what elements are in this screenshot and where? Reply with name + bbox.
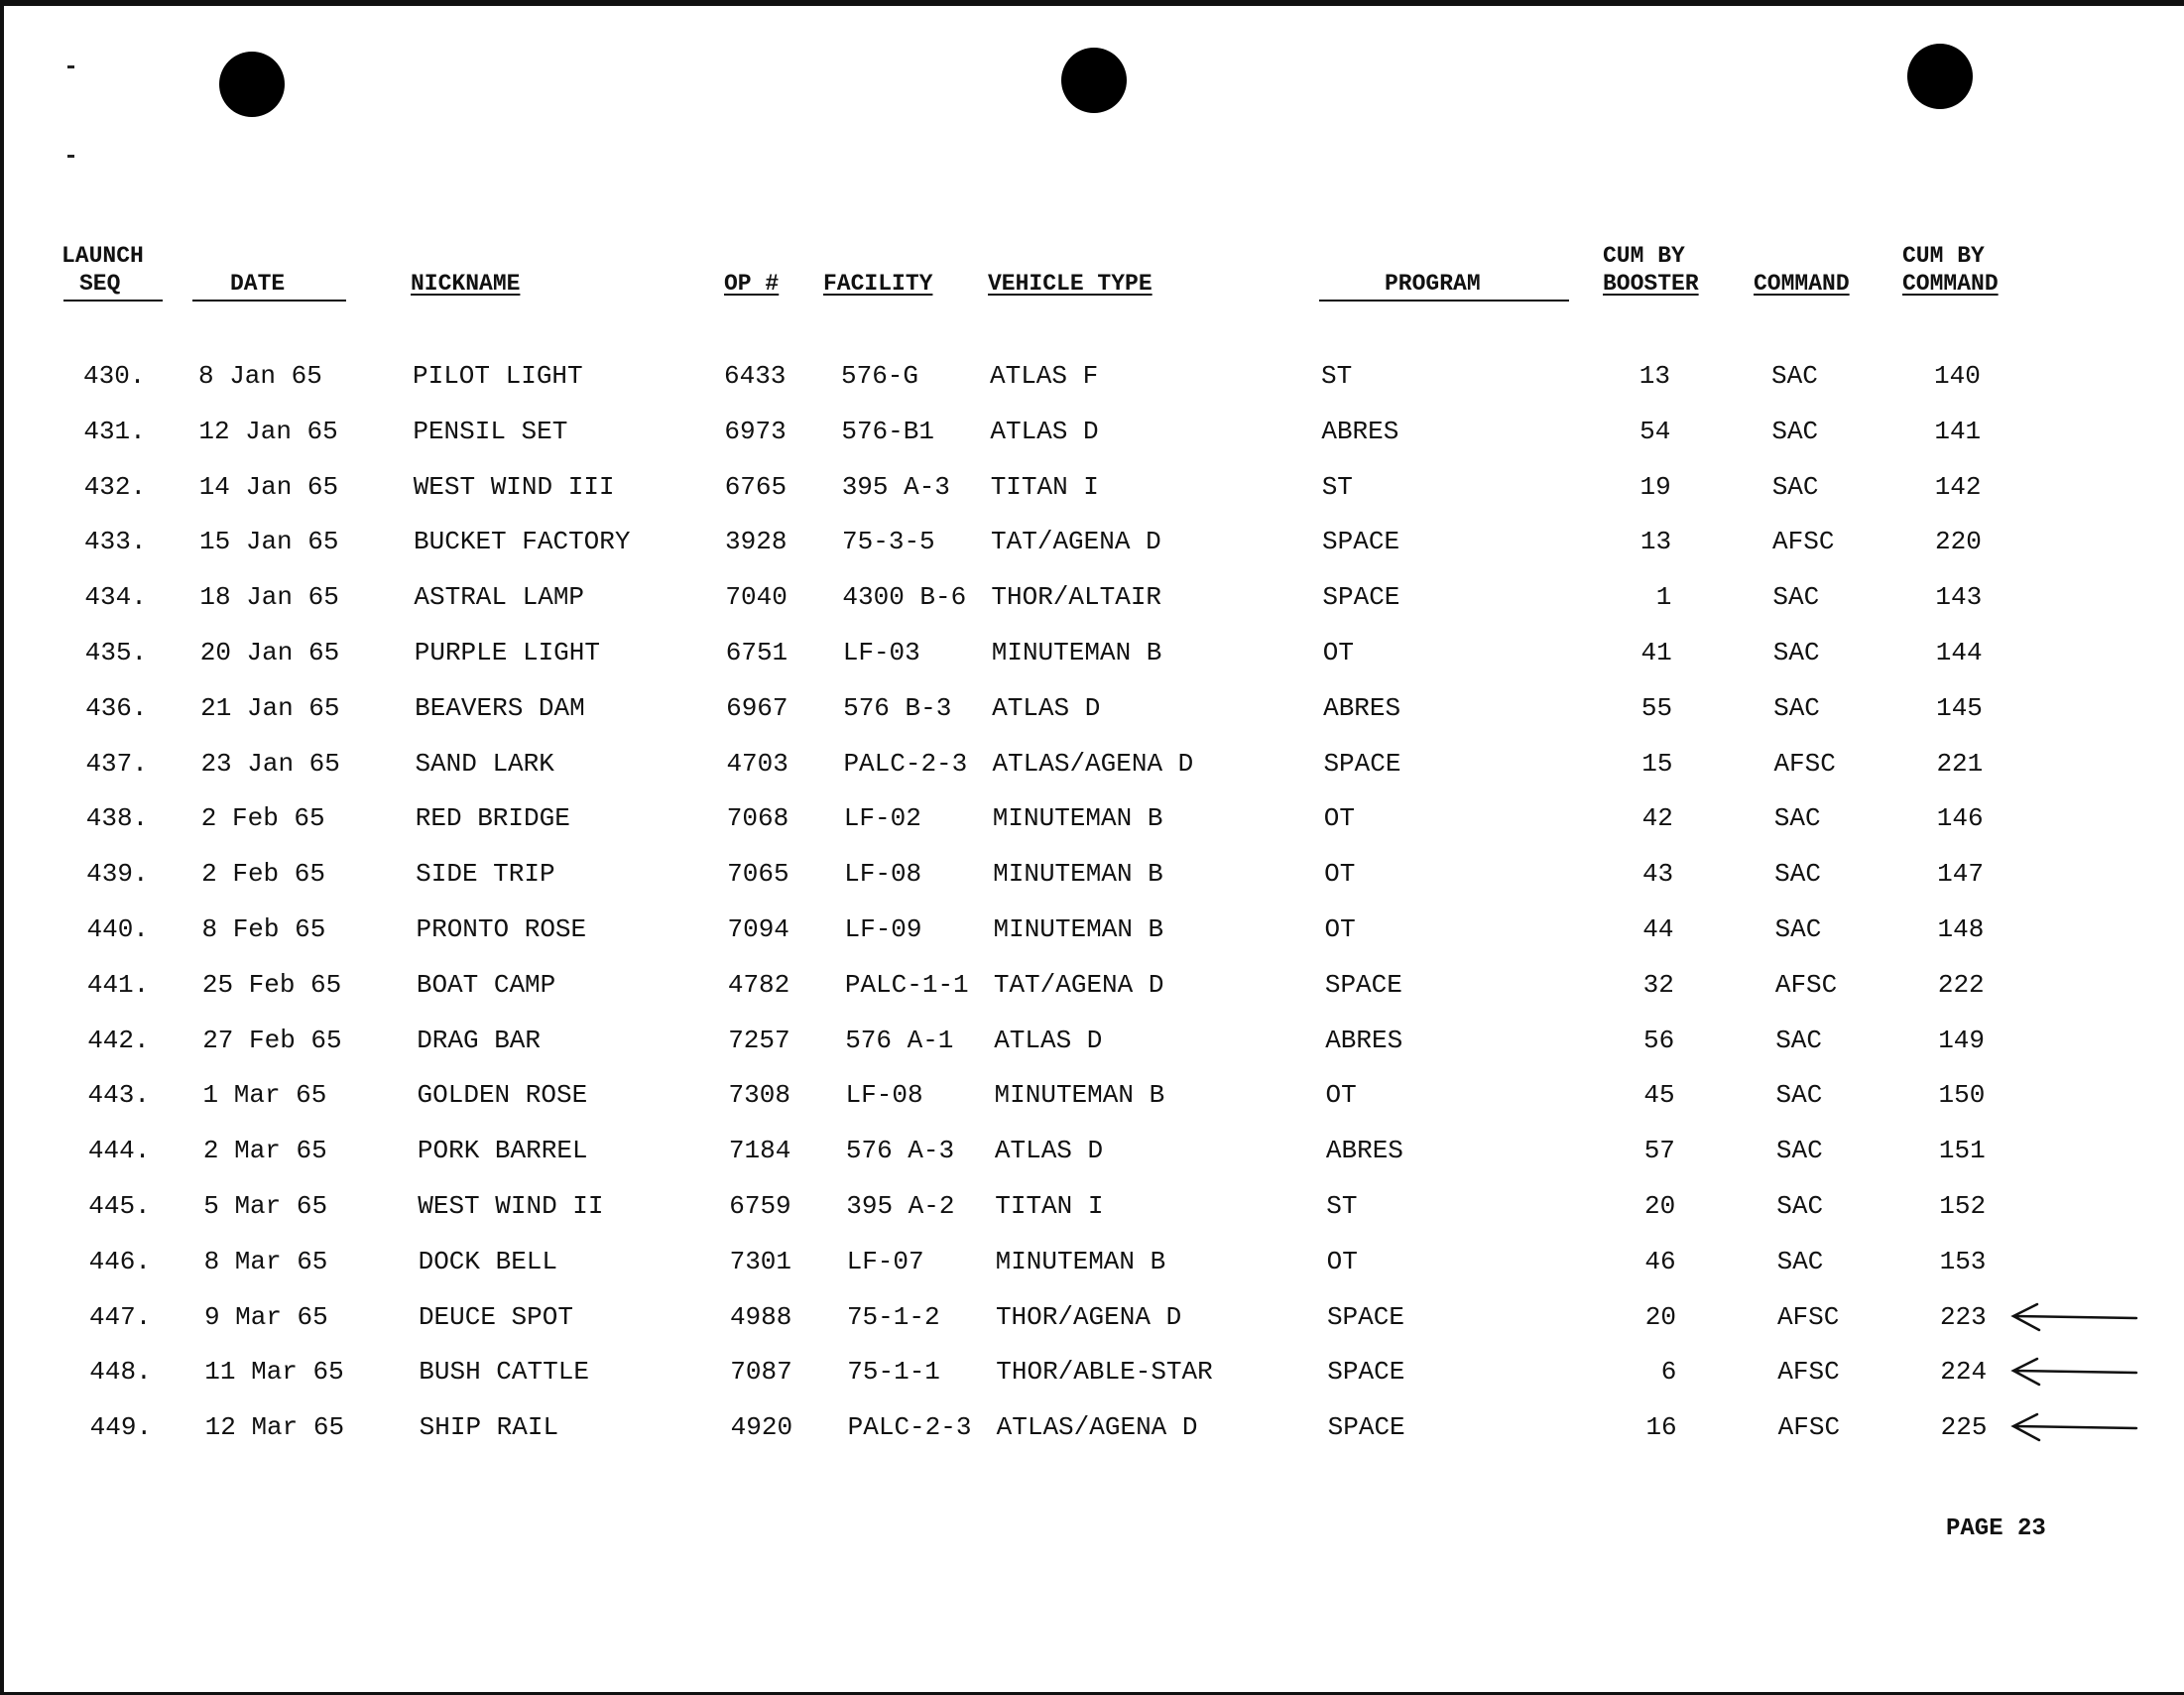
cell-command: AFSC	[1777, 1357, 1840, 1388]
cell-op: 3928	[725, 527, 788, 557]
cell-command: SAC	[1771, 361, 1818, 391]
cell-vehicle-type: THOR/ALTAIR	[991, 582, 1162, 613]
handwritten-arrow-icon	[2007, 1406, 2146, 1450]
cell-nickname: DOCK BELL	[418, 1246, 558, 1276]
header-launch-seq: LAUNCH SEQ	[61, 243, 144, 297]
cell-cum-booster: 32	[1642, 969, 1674, 1000]
cell-facility: 4300 B-6	[842, 582, 967, 613]
cell-program: OT	[1324, 914, 1356, 944]
cell-cum-command: 148	[1937, 914, 1985, 944]
cell-cum-command: 149	[1938, 1025, 1985, 1055]
cell-date: 23 Jan 65	[200, 748, 340, 779]
cell-cum-booster: 57	[1643, 1136, 1675, 1166]
cell-launch-seq: 448.	[89, 1357, 152, 1388]
cell-vehicle-type: TITAN I	[995, 1191, 1104, 1221]
cell-op: 7040	[725, 582, 788, 613]
cell-facility: 576 A-1	[845, 1025, 954, 1055]
cell-cum-booster: 56	[1642, 1025, 1675, 1055]
cell-cum-booster: 43	[1641, 859, 1674, 890]
cell-cum-booster: 55	[1640, 692, 1673, 723]
header-vehicle-type: VEHICLE TYPE	[988, 271, 1153, 297]
cell-nickname: GOLDEN ROSE	[417, 1080, 588, 1111]
margin-speck	[67, 155, 74, 158]
header-cum-by-command: CUM BY COMMAND	[1902, 243, 1999, 297]
cell-op: 7094	[727, 914, 789, 944]
cell-command: SAC	[1774, 914, 1822, 944]
cell-command: SAC	[1772, 638, 1820, 667]
cell-op: 7184	[728, 1136, 791, 1166]
cell-nickname: BUSH CATTLE	[419, 1357, 589, 1388]
cell-cum-command: 144	[1935, 638, 1983, 667]
cell-op: 6967	[726, 692, 789, 723]
cell-cum-command: 150	[1938, 1080, 1986, 1111]
cell-date: 27 Feb 65	[202, 1025, 342, 1055]
cell-op: 7257	[728, 1025, 790, 1055]
cell-vehicle-type: ATLAS/AGENA D	[996, 1412, 1198, 1443]
cell-program: OT	[1326, 1246, 1358, 1276]
cell-nickname: ASTRAL LAMP	[414, 582, 585, 613]
cell-command: AFSC	[1777, 1412, 1841, 1443]
cell-nickname: BEAVERS DAM	[415, 692, 585, 723]
cell-nickname: PENSIL SET	[413, 416, 568, 446]
cell-cum-booster: 41	[1640, 638, 1672, 667]
cell-launch-seq: 434.	[84, 582, 147, 613]
cell-launch-seq: 444.	[87, 1136, 151, 1166]
cell-op: 7087	[730, 1357, 792, 1388]
cell-nickname: SAND LARK	[415, 748, 554, 779]
cell-program: SPACE	[1322, 527, 1400, 557]
cell-op: 6973	[724, 416, 787, 446]
cell-op: 7301	[729, 1246, 792, 1276]
cell-facility: 75-1-1	[847, 1357, 940, 1388]
header-rule-launch-seq	[63, 300, 163, 302]
cell-vehicle-type: TAT/AGENA D	[991, 527, 1161, 557]
cell-cum-booster: 46	[1644, 1246, 1676, 1276]
cell-vehicle-type: THOR/ABLE-STAR	[996, 1357, 1213, 1388]
cell-launch-seq: 437.	[85, 748, 148, 779]
cell-cum-booster: 19	[1639, 471, 1671, 502]
cell-date: 25 Feb 65	[201, 969, 342, 1000]
cell-program: ST	[1321, 471, 1353, 502]
cell-facility: LF-02	[843, 803, 921, 834]
cell-cum-booster: 13	[1638, 361, 1670, 391]
cell-facility: 576-B1	[841, 416, 934, 446]
cell-nickname: DRAG BAR	[417, 1025, 542, 1055]
cell-vehicle-type: TAT/AGENA D	[993, 969, 1164, 1000]
cell-date: 9 Mar 65	[203, 1301, 328, 1332]
cell-launch-seq: 436.	[85, 692, 148, 723]
cell-command: SAC	[1775, 1136, 1823, 1166]
cell-cum-booster: 45	[1643, 1080, 1675, 1111]
cell-op: 7065	[727, 859, 789, 890]
cell-vehicle-type: MINUTEMAN B	[994, 1080, 1165, 1111]
cell-nickname: DEUCE SPOT	[418, 1301, 573, 1332]
cell-nickname: BUCKET FACTORY	[414, 527, 631, 557]
cell-command: SAC	[1776, 1246, 1824, 1276]
cell-command: AFSC	[1773, 748, 1836, 779]
cell-command: SAC	[1771, 416, 1819, 446]
cell-nickname: SHIP RAIL	[419, 1412, 559, 1443]
cell-op: 4782	[727, 969, 790, 1000]
cell-launch-seq: 440.	[86, 914, 149, 944]
header-rule-date	[192, 300, 346, 302]
cell-program: ST	[1326, 1191, 1358, 1221]
cell-vehicle-type: MINUTEMAN B	[991, 638, 1162, 667]
cell-facility: LF-08	[844, 859, 922, 890]
cell-cum-booster: 42	[1641, 803, 1673, 834]
cell-program: ABRES	[1323, 692, 1401, 723]
cell-date: 15 Jan 65	[199, 527, 339, 557]
cell-command: SAC	[1772, 582, 1820, 613]
cell-vehicle-type: MINUTEMAN B	[995, 1246, 1166, 1276]
cell-cum-command: 141	[1934, 416, 1982, 446]
cell-launch-seq: 435.	[84, 638, 148, 667]
header-cum-by-booster: CUM BY BOOSTER	[1603, 243, 1699, 297]
cell-date: 8 Mar 65	[203, 1246, 328, 1276]
cell-launch-seq: 439.	[86, 859, 149, 890]
cell-cum-booster: 54	[1639, 416, 1671, 446]
cell-op: 6751	[725, 638, 789, 667]
cell-op: 4920	[730, 1412, 793, 1443]
handwritten-arrow-icon	[2007, 1296, 2146, 1340]
cell-cum-booster: 15	[1641, 748, 1673, 779]
cell-cum-command: 223	[1939, 1301, 1987, 1332]
cell-date: 14 Jan 65	[198, 471, 339, 502]
cell-launch-seq: 430.	[83, 361, 146, 391]
cell-facility: 576 A-3	[845, 1136, 955, 1166]
cell-vehicle-type: ATLAS D	[990, 416, 1099, 446]
cell-nickname: SIDE TRIP	[416, 859, 555, 890]
cell-program: SPACE	[1324, 969, 1402, 1000]
cell-op: 6433	[724, 361, 787, 391]
cell-program: ABRES	[1325, 1136, 1403, 1166]
cell-op: 7308	[728, 1080, 790, 1111]
header-facility: FACILITY	[823, 271, 933, 297]
handwritten-arrow-icon	[2007, 1351, 2146, 1394]
cell-vehicle-type: ATLAS D	[994, 1025, 1103, 1055]
cell-launch-seq: 446.	[88, 1246, 152, 1276]
cell-cum-booster: 6	[1660, 1357, 1677, 1388]
cell-program: ABRES	[1325, 1025, 1403, 1055]
cell-nickname: PORK BARREL	[417, 1136, 588, 1166]
header-op: OP #	[724, 271, 780, 297]
cell-command: SAC	[1773, 692, 1820, 723]
cell-nickname: RED BRIDGE	[415, 803, 570, 834]
cell-cum-command: 153	[1939, 1246, 1987, 1276]
cell-command: AFSC	[1776, 1301, 1840, 1332]
cell-nickname: WEST WIND II	[418, 1191, 604, 1221]
cell-nickname: PRONTO ROSE	[416, 914, 587, 944]
cell-cum-command: 151	[1938, 1136, 1986, 1166]
cell-launch-seq: 447.	[88, 1301, 152, 1332]
cell-vehicle-type: MINUTEMAN B	[993, 859, 1163, 890]
cell-date: 20 Jan 65	[199, 638, 340, 667]
cell-date: 18 Jan 65	[199, 582, 339, 613]
cell-cum-command: 147	[1937, 859, 1984, 890]
cell-nickname: PILOT LIGHT	[413, 361, 583, 391]
cell-facility: PALC-2-3	[847, 1412, 972, 1443]
cell-vehicle-type: ATLAS F	[990, 361, 1099, 391]
cell-launch-seq: 431.	[83, 416, 146, 446]
cell-facility: LF-03	[842, 638, 920, 667]
cell-cum-command: 145	[1936, 692, 1983, 723]
cell-program: ST	[1321, 361, 1353, 391]
cell-cum-command: 221	[1936, 748, 1984, 779]
cell-facility: 75-3-5	[842, 527, 935, 557]
cell-op: 7068	[726, 803, 789, 834]
header-command: COMMAND	[1754, 271, 1850, 297]
cell-cum-command: 152	[1939, 1191, 1987, 1221]
cell-program: SPACE	[1327, 1412, 1405, 1443]
cell-date: 1 Mar 65	[202, 1080, 327, 1111]
cell-facility: 395 A-3	[841, 471, 950, 502]
cell-launch-seq: 442.	[87, 1025, 150, 1055]
header-program: PROGRAM	[1385, 271, 1481, 297]
cell-facility: LF-07	[846, 1246, 924, 1276]
cell-date: 2 Feb 65	[200, 803, 325, 834]
cell-nickname: PURPLE LIGHT	[414, 638, 600, 667]
margin-speck	[67, 65, 74, 68]
cell-facility: LF-09	[844, 914, 922, 944]
cell-launch-seq: 432.	[83, 471, 147, 502]
cell-program: ABRES	[1321, 416, 1399, 446]
cell-date: 5 Mar 65	[203, 1191, 328, 1221]
cell-facility: PALC-2-3	[843, 748, 968, 779]
cell-launch-seq: 441.	[86, 969, 150, 1000]
cell-op: 4988	[729, 1301, 792, 1332]
cell-launch-seq: 449.	[89, 1412, 153, 1443]
cell-vehicle-type: TITAN I	[990, 471, 1099, 502]
cell-date: 21 Jan 65	[200, 692, 340, 723]
cell-date: 2 Mar 65	[202, 1136, 327, 1166]
cell-date: 11 Mar 65	[204, 1357, 344, 1388]
cell-facility: 576 B-3	[843, 692, 952, 723]
cell-facility: 395 A-2	[846, 1191, 955, 1221]
cell-program: OT	[1322, 638, 1354, 667]
cell-launch-seq: 443.	[87, 1080, 150, 1111]
punch-hole-center	[1061, 48, 1127, 113]
cell-cum-booster: 13	[1639, 527, 1672, 557]
page-number: PAGE 23	[1946, 1515, 2046, 1542]
cell-date: 8 Jan 65	[198, 361, 322, 391]
punch-hole-right	[1907, 44, 1973, 109]
cell-cum-command: 222	[1937, 969, 1985, 1000]
cell-vehicle-type: ATLAS D	[992, 692, 1101, 723]
cell-date: 12 Mar 65	[204, 1412, 345, 1443]
cell-program: SPACE	[1327, 1357, 1405, 1388]
cell-command: SAC	[1773, 803, 1821, 834]
cell-cum-command: 143	[1935, 582, 1983, 613]
cell-cum-booster: 20	[1644, 1301, 1676, 1332]
cell-cum-command: 224	[1940, 1357, 1988, 1388]
cell-cum-booster: 1	[1655, 582, 1672, 613]
cell-command: SAC	[1775, 1025, 1822, 1055]
cell-cum-command: 142	[1934, 471, 1982, 502]
cell-cum-booster: 44	[1642, 914, 1674, 944]
cell-launch-seq: 445.	[88, 1191, 151, 1221]
cell-command: SAC	[1774, 859, 1821, 890]
cell-date: 2 Feb 65	[201, 859, 325, 890]
cell-vehicle-type: ATLAS D	[994, 1136, 1104, 1166]
cell-facility: 75-1-2	[846, 1301, 940, 1332]
cell-date: 12 Jan 65	[198, 416, 338, 446]
cell-vehicle-type: MINUTEMAN B	[992, 803, 1163, 834]
cell-op: 4703	[726, 748, 789, 779]
cell-cum-command: 225	[1940, 1412, 1988, 1443]
cell-facility: 576-G	[841, 361, 919, 391]
cell-facility: LF-08	[845, 1080, 923, 1111]
cell-command: SAC	[1771, 471, 1819, 502]
cell-launch-seq: 438.	[85, 803, 149, 834]
cell-vehicle-type: MINUTEMAN B	[993, 914, 1164, 944]
header-rule-program	[1319, 300, 1569, 302]
cell-vehicle-type: THOR/AGENA D	[995, 1301, 1182, 1332]
cell-program: OT	[1325, 1080, 1357, 1111]
cell-cum-command: 220	[1935, 527, 1982, 557]
cell-vehicle-type: ATLAS/AGENA D	[992, 748, 1194, 779]
cell-nickname: BOAT CAMP	[416, 969, 556, 1000]
cell-op: 6759	[729, 1191, 791, 1221]
cell-command: SAC	[1776, 1191, 1824, 1221]
cell-program: SPACE	[1326, 1301, 1404, 1332]
punch-hole-left	[219, 52, 285, 117]
header-nickname: NICKNAME	[411, 271, 521, 297]
cell-program: OT	[1324, 859, 1356, 890]
cell-launch-seq: 433.	[84, 527, 147, 557]
cell-command: SAC	[1775, 1080, 1823, 1111]
cell-cum-booster: 16	[1645, 1412, 1677, 1443]
cell-program: SPACE	[1322, 582, 1400, 613]
cell-program: OT	[1323, 803, 1356, 834]
cell-date: 8 Feb 65	[201, 914, 326, 944]
cell-command: AFSC	[1772, 527, 1835, 557]
cell-cum-booster: 20	[1644, 1191, 1676, 1221]
header-date: DATE	[230, 271, 286, 297]
cell-program: SPACE	[1323, 748, 1401, 779]
cell-command: AFSC	[1774, 969, 1838, 1000]
cell-nickname: WEST WIND III	[413, 471, 615, 502]
cell-facility: PALC-1-1	[844, 969, 969, 1000]
cell-cum-command: 140	[1934, 361, 1981, 391]
cell-op: 6765	[724, 471, 788, 502]
cell-cum-command: 146	[1936, 803, 1984, 834]
